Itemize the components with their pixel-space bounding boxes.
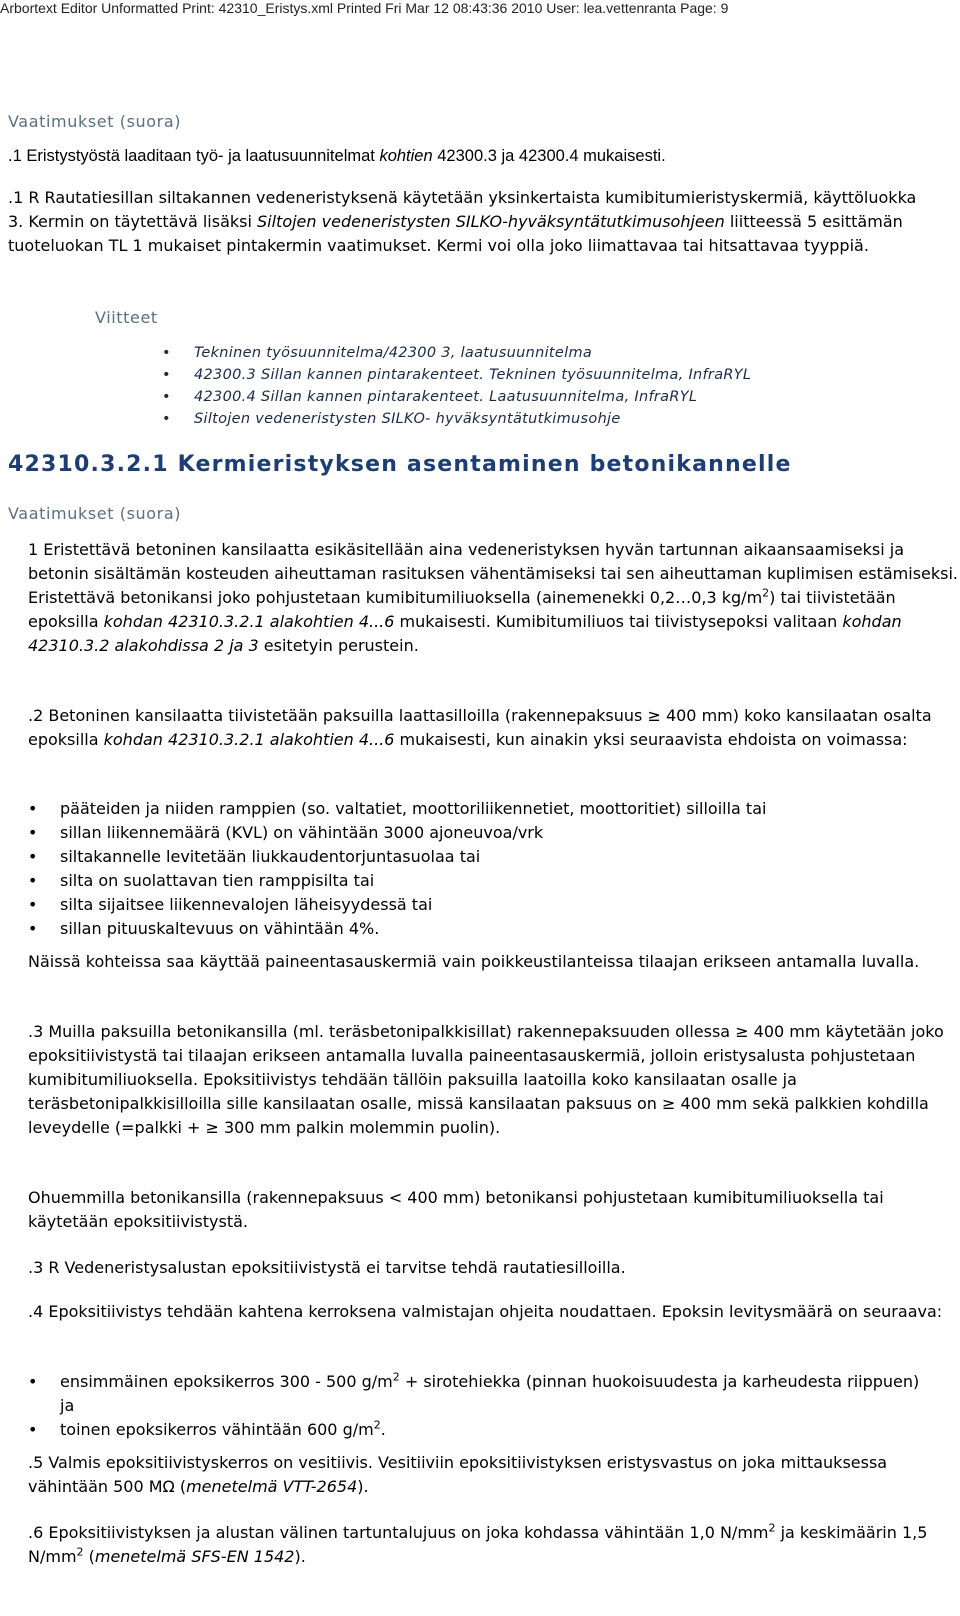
condition-item: • sillan pituuskaltevuus on vähintään 4%. <box>28 919 380 938</box>
section-paragraph-2: .2 Betoninen kansilaatta tiivistetään paksuilla laattasilloilla (rakennepaksuus ≥ 400 mm) koko kansilaatan osalta epoksilla kohdan 42310.3.2.1 alakohtien 4...6 mukaisesti, kun ainakin yksi seuraavista ehdoista on voimassa: <box>28 706 932 749</box>
condition-item: • pääteiden ja niiden ramppien (so. valtatiet, moottoriliikennetiet, moottoritiet) silloilla tai <box>28 799 767 818</box>
condition-item: • silta on suolattavan tien ramppisilta tai <box>28 871 375 890</box>
section-paragraph-9: .6 Epoksitiivistyksen ja alustan välinen tartuntalujuus on joka kohdassa vähintään 1,0 $N/mm^2$ ja keskimäärin 1,5 $N/mm^2$ (menetelmä SFS-EN 1542). <box>28 1521 928 1566</box>
section-paragraph-5: Ohuemmilla betonikansilla (rakennepaksuus < 400 mm) betonikansi pohjustetaan kumibitumiliuoksella tai käytetään epoksitiivistystä. <box>28 1188 884 1231</box>
conditions-list <box>28 797 766 941</box>
reference-item: • Siltojen vedeneristysten SILKO- hyväksyntätutkimusohje <box>162 411 621 427</box>
section-paragraph-6: .3 R Vedeneristysalustan epoksitiivistystä ei tarvitse tehdä rautatiesilloilla. <box>28 1258 626 1277</box>
reference-item: • Tekninen työsuunnitelma/42300 3, laatusuunnitelma <box>162 345 593 361</box>
paragraph-r1: .1 R Rautatiesillan siltakannen vedeneristyksenä käytetään yksinkertaista kumibitumieristyskermiä, käyttöluokka 3. Kermin on täytettävä lisäksi Siltojen vedeneristysten SILKO-hyväksyntätutkimusohjeen liitteessä 5 esittämän tuoteluokan TL 1 mukaiset pintakermin vaatimukset. Kermi voi olla joko liimattavaa tai hitsattavaa tyyppiä. <box>8 188 917 255</box>
references-label: Viitteet <box>95 308 158 327</box>
section-paragraph-4: .3 Muilla paksuilla betonikansilla (ml. teräsbetonipalkkisillat) rakennepaksuuden ollessa ≥ 400 mm käytetään joko epoksitiivistystä tai tilaajan erikseen antamalla luvalla paineentasauskermiä, jolloin eristysalusta pohjustetaan kumibitumiliuoksella. Epoksitiivistys tehdään tällöin paksuilla laatoilla koko kansilaatan osalle ja teräsbetonipalkkisilloilla sille kansilaatan osalle, missä kansilaatan paksuus on ≥ 400 mm sekä palkkien kohdilla leveydelle (=palkki + ≥ 300 mm palkin molemmin puolin). <box>28 1022 944 1137</box>
reference-item: • 42300.4 Sillan kannen pintarakenteet. Laatusuunnitelma, InfraRYL <box>162 389 698 405</box>
condition-item: • silta sijaitsee liikennevalojen läheisyydessä tai <box>28 895 433 914</box>
epoxy-layer-item: • ensimmäinen epoksikerros 300 - 500 $g/m^2$ + sirotehiekka (pinnan huokoisuudesta ja karheudesta riippuen) ja <box>28 1370 920 1415</box>
section-paragraph-1: 1 Eristettävä betoninen kansilaatta esikäsitellään aina vedeneristyksen hyvän tartunnan aikaansaamiseksi ja betonin sisältämän kosteuden aiheuttaman rasituksen vähentämiseksi tai sen aiheuttaman kuplimisen estämiseksi. Eristettävä betonikansi joko pohjustetaan kumibitumiliuoksella (ainemenekki 0,2…0,3 $kg/m^2$) tai tiivistetään epoksilla kohdan 42310.3.2.1 alakohtien 4...6 mukaisesti. Kumibitumiliuos tai tiivistysepoksi valitaan kohdan 42310.3.2 alakohdissa 2 ja 3 esitetyin perustein. <box>28 540 959 655</box>
section-requirements-label: Vaatimukset (suora) <box>8 504 182 523</box>
section-paragraph-7: .4 Epoksitiivistys tehdään kahtena kerroksena valmistajan ohjeita noudattaen. Epoksin levitysmäärä on seuraava: <box>28 1302 943 1321</box>
condition-item: • siltakannelle levitetään liukkaudentorjuntasuolaa tai <box>28 847 481 866</box>
epoxy-layer-item: • toinen epoksikerros vähintään 600 $g/m^2$. <box>28 1418 386 1439</box>
print-header: Arbortext Editor Unformatted Print: 42310_Eristys.xml Printed Fri Mar 12 08:43:36 2010 User: lea.vettenranta Page: 9 <box>0 0 729 16</box>
references-list <box>162 342 751 430</box>
section-paragraph-3: Näissä kohteissa saa käyttää paineentasauskermiä vain poikkeustilanteissa tilaajan erikseen antamalla luvalla. <box>28 952 920 971</box>
section-heading: 42310.3.2.1 Kermieristyksen asentaminen betonikannelle <box>8 452 792 477</box>
paragraph-1: .1 Eristystyöstä laaditaan työ- ja laatusuunnitelmat kohtien 42300.3 ja 42300.4 mukaisesti. <box>8 147 666 165</box>
requirements-label: Vaatimukset (suora) <box>8 112 182 131</box>
section-paragraph-8: .5 Valmis epoksitiivistyskerros on vesitiivis. Vesitiiviin epoksitiivistyksen eristysvastus on joka mittauksessa vähintään 500 MΩ (menetelmä VTT-2654). <box>28 1453 888 1496</box>
reference-item: • 42300.3 Sillan kannen pintarakenteet. Tekninen työsuunnitelma, InfraRYL <box>162 367 752 383</box>
epoxy-layers-list <box>28 1370 928 1442</box>
condition-item: • sillan liikennemäärä (KVL) on vähintään 3000 ajoneuvoa/vrk <box>28 823 544 842</box>
